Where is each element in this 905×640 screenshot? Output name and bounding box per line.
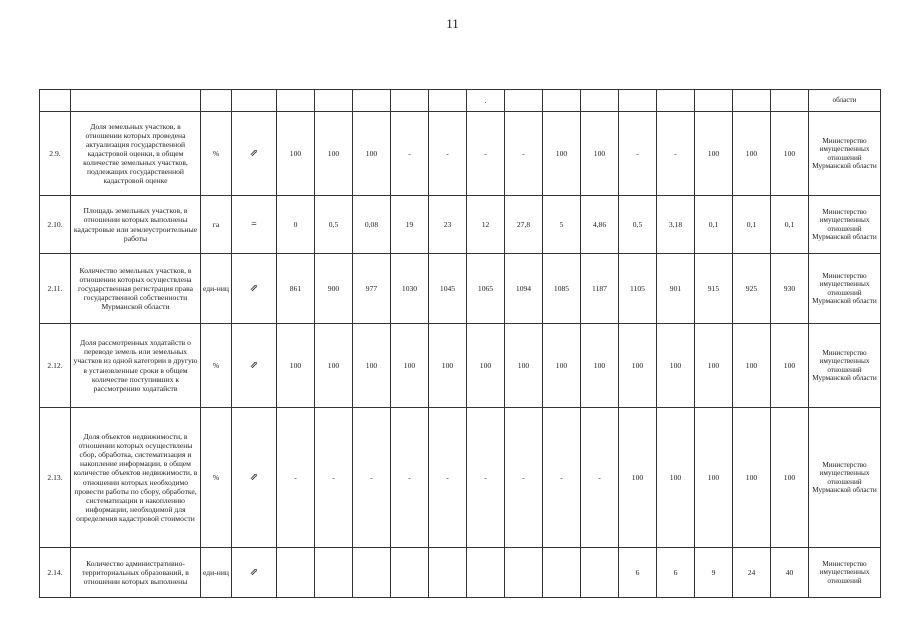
responsible-org: Министерство имущественных отношений [809, 548, 881, 598]
value-cell: 100 [695, 112, 733, 196]
value-cell: 100 [619, 324, 657, 408]
page-number: 11 [446, 16, 459, 31]
value-cell: 1187 [581, 254, 619, 324]
value-cell: 100 [581, 324, 619, 408]
value-cell [543, 548, 581, 598]
value-cell: 861 [277, 254, 315, 324]
value-cell: 0,5 [619, 196, 657, 254]
value-cell: - [277, 408, 315, 548]
header-continuation-row [40, 90, 881, 112]
indicator-description: Количество административно-территориальных образований, в отношении которых выполнены [71, 548, 201, 598]
row-number: 2.13. [40, 408, 71, 548]
value-cell: 24 [733, 548, 771, 598]
responsible-org: Министерство имущественных отношений Мурманской области [809, 112, 881, 196]
value-cell [315, 548, 353, 598]
value-cell: 100 [315, 324, 353, 408]
value-cell: 100 [543, 324, 581, 408]
value-cell: - [315, 408, 353, 548]
row-number: 2.14. [40, 548, 71, 598]
value-cell [277, 548, 315, 598]
value-cell: 6 [657, 548, 695, 598]
value-cell: 901 [657, 254, 695, 324]
value-cell: 9 [695, 548, 733, 598]
table-row [40, 112, 881, 196]
value-cell: 27,8 [505, 196, 543, 254]
header-dot-mark: . [484, 95, 487, 105]
value-cell: 0 [277, 196, 315, 254]
value-cell: - [467, 112, 505, 196]
value-cell: 40 [771, 548, 809, 598]
value-cell: 100 [619, 408, 657, 548]
trend-arrow-icon: = [232, 196, 277, 254]
value-cell: 900 [315, 254, 353, 324]
value-cell: 100 [733, 112, 771, 196]
unit-cell: % [201, 324, 232, 408]
value-cell: 100 [733, 324, 771, 408]
value-cell: 100 [657, 408, 695, 548]
responsible-org: Министерство имущественных отношений Мурманской области [809, 196, 881, 254]
trend-arrow-icon: ⇗ [232, 408, 277, 548]
value-cell: 100 [695, 408, 733, 548]
value-cell: 4,86 [581, 196, 619, 254]
value-cell: 1045 [429, 254, 467, 324]
value-cell: 0,1 [771, 196, 809, 254]
value-cell: 100 [277, 324, 315, 408]
unit-cell: га [201, 196, 232, 254]
value-cell [391, 548, 429, 598]
value-cell [353, 548, 391, 598]
value-cell: 100 [505, 324, 543, 408]
value-cell: - [581, 408, 619, 548]
value-cell: 1105 [619, 254, 657, 324]
trend-arrow-icon: ⇗ [232, 324, 277, 408]
row-number: 2.12. [40, 324, 71, 408]
responsible-org: Министерство имущественных отношений Мурманской области [809, 254, 881, 324]
row-number: 2.9. [40, 112, 71, 196]
trend-arrow-icon: ⇗ [232, 254, 277, 324]
value-cell: 100 [695, 324, 733, 408]
value-cell: 100 [733, 408, 771, 548]
value-cell: - [467, 408, 505, 548]
value-cell: - [353, 408, 391, 548]
value-cell: 100 [657, 324, 695, 408]
value-cell: - [657, 112, 695, 196]
table-row [40, 548, 881, 598]
value-cell: 930 [771, 254, 809, 324]
value-cell [467, 548, 505, 598]
table-row [40, 324, 881, 408]
trend-arrow-icon: ⇗ [232, 548, 277, 598]
value-cell: 100 [467, 324, 505, 408]
value-cell: 100 [315, 112, 353, 196]
value-cell [429, 548, 467, 598]
value-cell: 100 [429, 324, 467, 408]
value-cell: 1065 [467, 254, 505, 324]
value-cell: 1085 [543, 254, 581, 324]
value-cell: 100 [353, 324, 391, 408]
value-cell: 1030 [391, 254, 429, 324]
value-cell: 977 [353, 254, 391, 324]
value-cell: 100 [277, 112, 315, 196]
indicators-table [39, 89, 881, 598]
indicator-description: Площадь земельных участков, в отношении которых выполнены кадастровые или землеустроительные работы [71, 196, 201, 254]
value-cell: - [391, 112, 429, 196]
row-number: 2.11. [40, 254, 71, 324]
value-cell: - [619, 112, 657, 196]
value-cell: 0,1 [733, 196, 771, 254]
value-cell: 5 [543, 196, 581, 254]
unit-cell: % [201, 408, 232, 548]
trend-arrow-icon: ⇗ [232, 112, 277, 196]
indicator-description: Доля рассмотренных ходатайств о переводе земель или земельных участков из одной категории в другую в установленные сроки в общем количестве поступивших к рассмотрению ходатайств [71, 324, 201, 408]
unit-cell: еди-ниц [201, 548, 232, 598]
value-cell: 100 [771, 324, 809, 408]
responsible-org: Министерство имущественных отношений Мурманской области [809, 408, 881, 548]
indicator-description: Количество земельных участков, в отношении которых осуществлена государственная регистрация права государственной собственности Мурманской области [71, 254, 201, 324]
value-cell: 100 [353, 112, 391, 196]
indicator-description: Доля объектов недвижимости, в отношении которых осуществлены сбор, обработка, систематизация и накопление информации, в общем количестве объектов недвижимости, в отношении которых необходимо провести работы по сбору, обработке, систематизации и накоплению информации, необходимой для определения кадастровой стоимости [71, 408, 201, 548]
value-cell: 23 [429, 196, 467, 254]
value-cell: 12 [467, 196, 505, 254]
indicator-description: Доля земельных участков, в отношении которых проведена актуализация государственной кадастровой оценки, в общем количестве земельных участков, подлежащих государственной кадастровой оценке [71, 112, 201, 196]
value-cell: - [391, 408, 429, 548]
value-cell: 0,5 [315, 196, 353, 254]
value-cell: 0,1 [695, 196, 733, 254]
value-cell: 925 [733, 254, 771, 324]
value-cell: - [505, 112, 543, 196]
value-cell: 100 [543, 112, 581, 196]
header-org-cell: области [809, 90, 881, 112]
value-cell: 3,18 [657, 196, 695, 254]
value-cell: 100 [581, 112, 619, 196]
value-cell: 0,08 [353, 196, 391, 254]
value-cell: - [429, 112, 467, 196]
value-cell: 19 [391, 196, 429, 254]
value-cell: 100 [771, 112, 809, 196]
value-cell: 1094 [505, 254, 543, 324]
value-cell: - [505, 408, 543, 548]
unit-cell: еди-ниц [201, 254, 232, 324]
value-cell: 915 [695, 254, 733, 324]
unit-cell: % [201, 112, 232, 196]
value-cell: 6 [619, 548, 657, 598]
responsible-org: Министерство имущественных отношений Мурманской области [809, 324, 881, 408]
row-number: 2.10. [40, 196, 71, 254]
value-cell: 100 [771, 408, 809, 548]
table-row [40, 408, 881, 548]
table-row [40, 196, 881, 254]
value-cell: 100 [391, 324, 429, 408]
table-row [40, 254, 881, 324]
value-cell: - [429, 408, 467, 548]
value-cell [505, 548, 543, 598]
value-cell [581, 548, 619, 598]
value-cell: - [543, 408, 581, 548]
